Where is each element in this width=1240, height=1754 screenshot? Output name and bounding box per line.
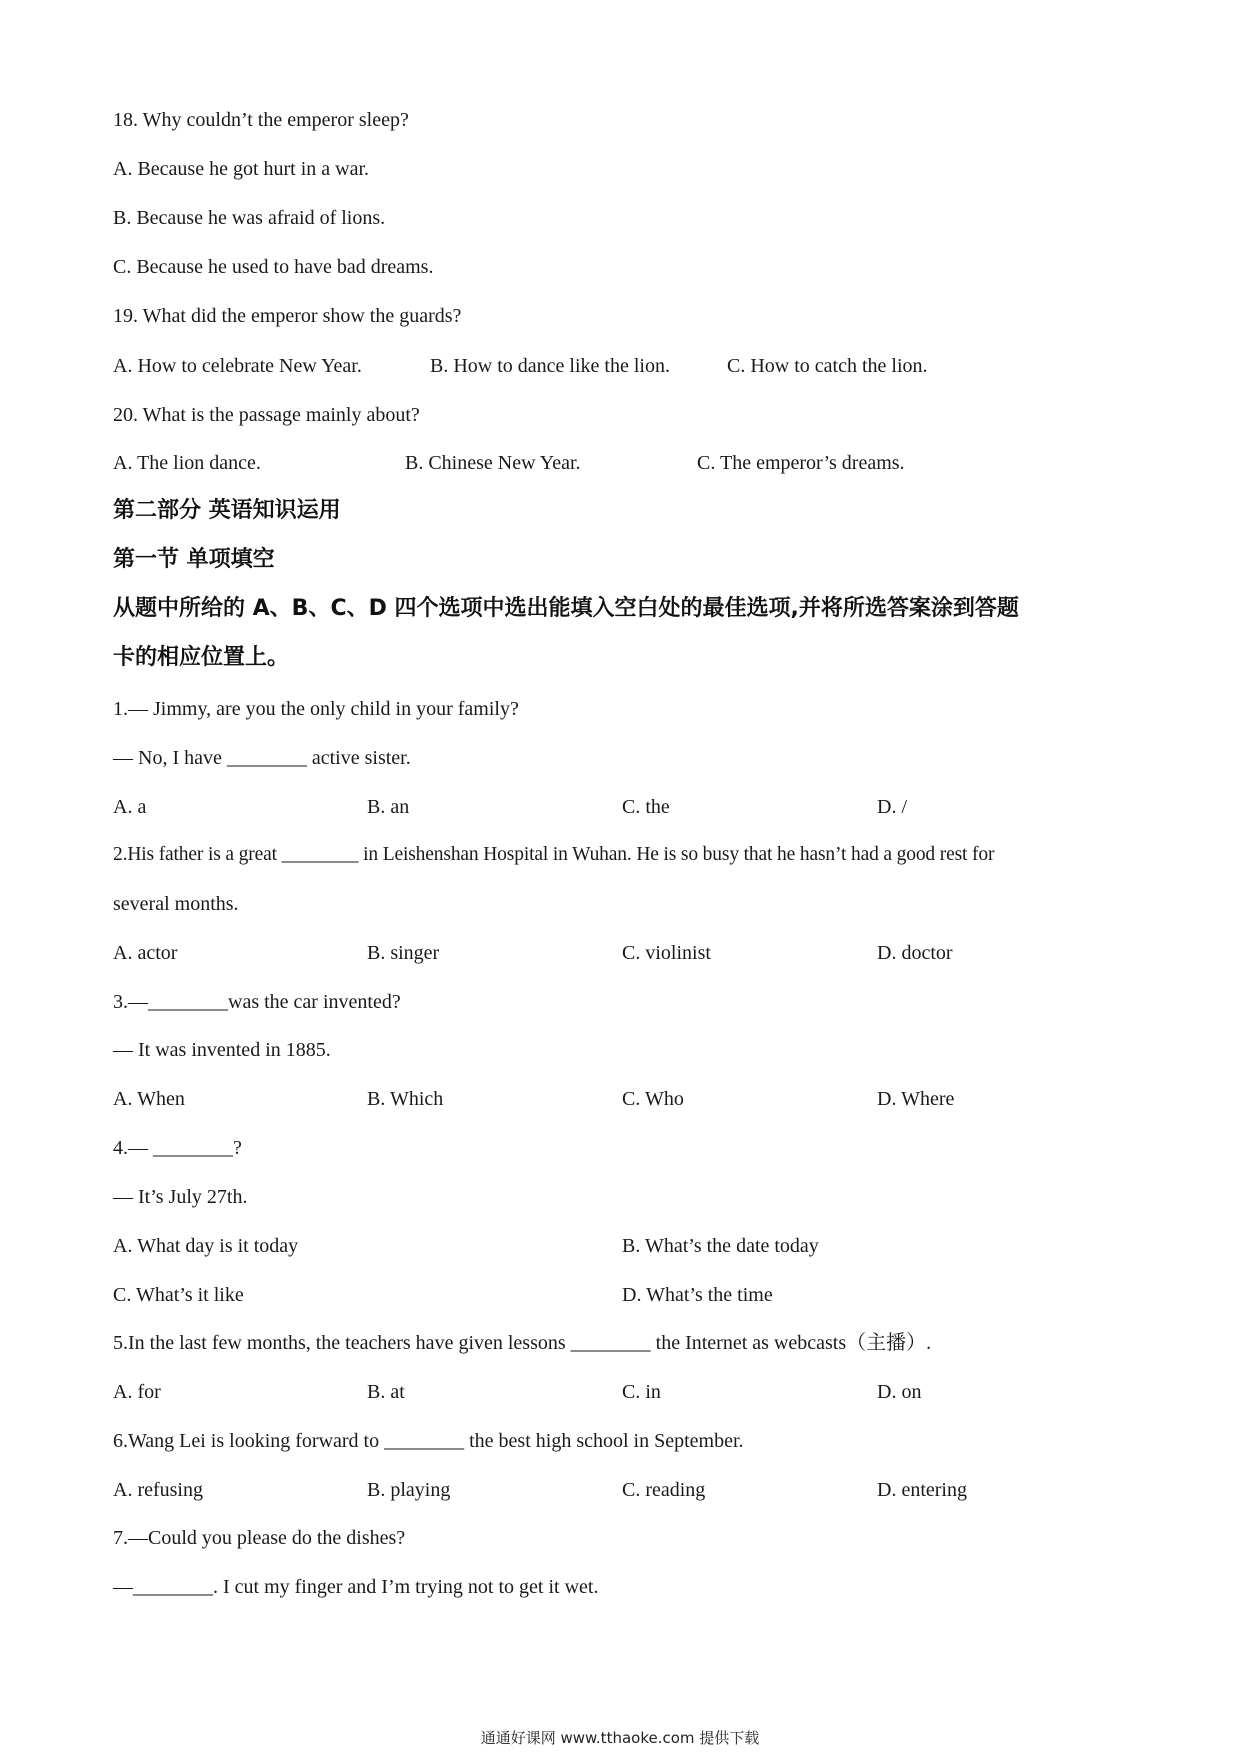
q18-option-a: A. Because he got hurt in a war.	[113, 158, 370, 180]
q5-line-1: 5.In the last few months, the teachers have given lessons ________ the Internet as webcasts（主播）.	[113, 1332, 932, 1354]
q5-option-c: C. in	[622, 1381, 661, 1403]
q4-option-c: C. What’s it like	[113, 1284, 244, 1306]
q20-stem: 20. What is the passage mainly about?	[113, 404, 420, 426]
q5-option-d: D. on	[877, 1381, 922, 1403]
section1-title: 第一节 单项填空	[113, 547, 275, 572]
q6-option-d: D. entering	[877, 1479, 967, 1501]
q4-option-d: D. What’s the time	[622, 1284, 773, 1306]
q6-line-1: 6.Wang Lei is looking forward to ________ the best high school in September.	[113, 1430, 744, 1452]
q4-option-b: B. What’s the date today	[622, 1235, 819, 1257]
q2-line-1: 2.His father is a great ________ in Leishenshan Hospital in Wuhan. He is so busy that he hasn’t had a good rest for	[113, 844, 995, 865]
q4-line-1: 4.— ________?	[113, 1137, 242, 1159]
q19-option-a: A. How to celebrate New Year.	[113, 355, 362, 377]
q18-option-b: B. Because he was afraid of lions.	[113, 207, 386, 229]
q7-line-1: 7.—Could you please do the dishes?	[113, 1527, 406, 1549]
q3-line-1: 3.—________was the car invented?	[113, 991, 401, 1013]
q5-option-a: A. for	[113, 1381, 161, 1403]
page-footer: 通通好课网 www.tthaoke.com 提供下载	[480, 1729, 760, 1747]
q3-option-a: A. When	[113, 1088, 185, 1110]
q19-stem: 19. What did the emperor show the guards?	[113, 305, 462, 327]
q1-line-2: — No, I have ________ active sister.	[113, 747, 411, 769]
q20-option-a: A. The lion dance.	[113, 452, 261, 474]
q2-line-2: several months.	[113, 893, 239, 915]
q18-option-c: C. Because he used to have bad dreams.	[113, 256, 434, 278]
q19-option-b: B. How to dance like the lion.	[430, 355, 670, 377]
part2-title: 第二部分 英语知识运用	[113, 498, 341, 523]
q1-option-b: B. an	[367, 796, 410, 818]
q19-option-c: C. How to catch the lion.	[727, 355, 928, 377]
q20-option-b: B. Chinese New Year.	[405, 452, 581, 474]
instruction-line-2: 卡的相应位置上。	[113, 645, 290, 670]
q2-option-d: D. doctor	[877, 942, 953, 964]
q5-option-b: B. at	[367, 1381, 405, 1403]
q6-option-b: B. playing	[367, 1479, 451, 1501]
q4-line-2: — It’s July 27th.	[113, 1186, 248, 1208]
q6-option-c: C. reading	[622, 1479, 706, 1501]
q7-line-2: —________. I cut my finger and I’m trying not to get it wet.	[113, 1576, 599, 1598]
q1-option-c: C. the	[622, 796, 670, 818]
q3-option-b: B. Which	[367, 1088, 444, 1110]
q2-option-c: C. violinist	[622, 942, 711, 964]
q1-line-1: 1.— Jimmy, are you the only child in your family?	[113, 698, 519, 720]
q3-line-2: — It was invented in 1885.	[113, 1039, 331, 1061]
q3-option-c: C. Who	[622, 1088, 684, 1110]
q6-option-a: A. refusing	[113, 1479, 203, 1501]
q1-option-a: A. a	[113, 796, 147, 818]
q1-option-d: D. /	[877, 796, 907, 818]
q2-option-a: A. actor	[113, 942, 178, 964]
instruction-line-1: 从题中所给的 A、B、C、D 四个选项中选出能填入空白处的最佳选项,并将所选答案涂到答题	[113, 596, 1019, 621]
q20-option-c: C. The emperor’s dreams.	[697, 452, 905, 474]
q4-option-a: A. What day is it today	[113, 1235, 299, 1257]
q18-stem: 18. Why couldn’t the emperor sleep?	[113, 109, 409, 131]
q3-option-d: D. Where	[877, 1088, 955, 1110]
q2-option-b: B. singer	[367, 942, 440, 964]
